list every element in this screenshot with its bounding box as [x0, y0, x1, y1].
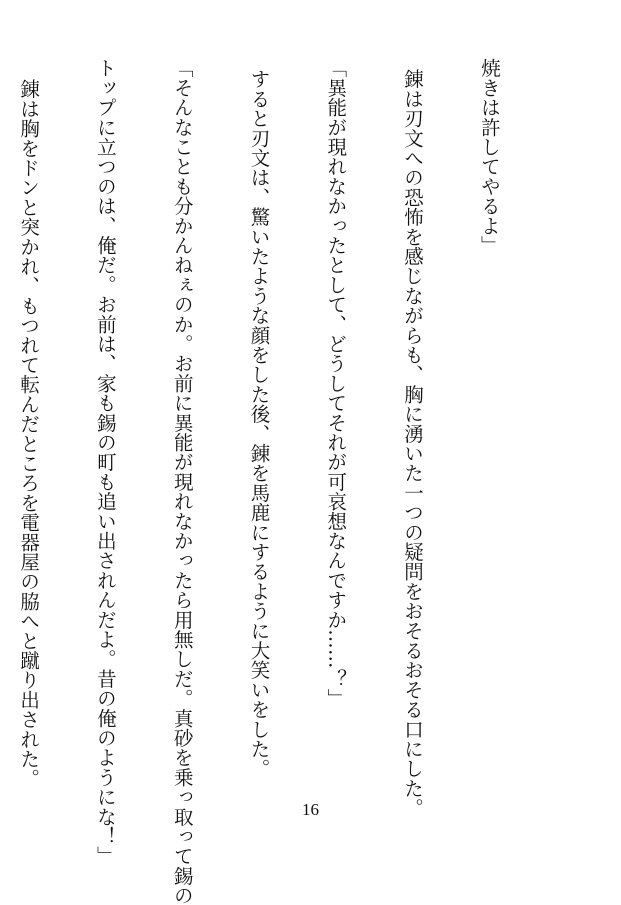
text-line: 「異能が現れなかったとして、どうしてそれが可哀想なんですか……？」 — [324, 58, 348, 709]
text-line: 焼きは許してやるよ」 — [477, 58, 501, 255]
text-line: すると刃文は、驚いたような顔をした後、錬を馬鹿にするように大笑いをした。 — [247, 68, 271, 778]
page-number: 16 — [302, 800, 319, 819]
text-line: トップに立つのは、俺だ。お前は、家も錫の町も追い出されんだよ。昔の俺のようにな！」 — [93, 58, 117, 866]
text-line: 「そんなことも分かんねぇのか。お前に異能が現れなかったら用無しだ。真砂を乗っ取って錫の — [170, 58, 194, 905]
text-line: 錬は刃文への恐怖を感じながらも、胸に湧いた一つの疑問をおそるおそる口にした。 — [401, 68, 425, 818]
text-line: 錬は胸をドンと突かれ、もつれて転んだところを電器屋の脇へと蹴り出された。 — [17, 79, 41, 789]
